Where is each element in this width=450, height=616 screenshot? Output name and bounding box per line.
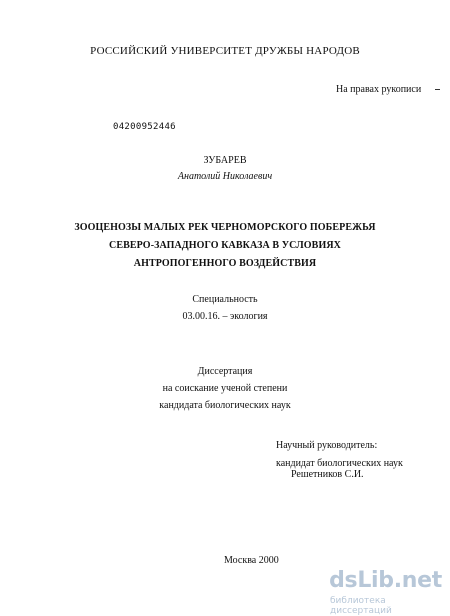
rights-dash — [435, 89, 440, 90]
thesis-title-line-3: АНТРОПОГЕННОГО ВОЗДЕЙСТВИЯ — [133, 258, 317, 269]
specialty-label: Специальность — [192, 294, 258, 305]
rights-note: На правах рукописи — [336, 84, 422, 95]
dissertation-line-1: Диссертация — [197, 366, 253, 377]
author-last-name: ЗУБАРЕВ — [203, 155, 247, 166]
watermark-logo: dsLib.net — [329, 568, 442, 593]
thesis-title-line-2: СЕВЕРО-ЗАПАДНОГО КАВКАЗА В УСЛОВИЯХ — [109, 240, 341, 251]
specialty-value: 03.00.16. – экология — [182, 311, 268, 322]
university-name: РОССИЙСКИЙ УНИВЕРСИТЕТ ДРУЖБЫ НАРОДОВ — [90, 45, 360, 57]
watermark-tagline: библиотека диссертаций — [330, 596, 392, 616]
dissertation-line-3: кандидата биологических наук — [159, 400, 291, 411]
watermark — [329, 566, 448, 616]
city-year: Москва 2000 — [224, 555, 279, 566]
supervisor-name: Решетников С.И. — [291, 469, 364, 480]
dissertation-line-2: на соискание ученой степени — [162, 383, 288, 394]
supervisor-degree: кандидат биологических наук — [276, 458, 403, 469]
supervisor-heading: Научный руководитель: — [276, 440, 378, 451]
author-first-patronymic: Анатолий Николаевич — [177, 171, 273, 182]
thesis-title-line-1: ЗООЦЕНОЗЫ МАЛЫХ РЕК ЧЕРНОМОРСКОГО ПОБЕРЕЖЬЯ — [74, 222, 376, 233]
archive-stamp-number: 04200952446 — [113, 122, 176, 132]
